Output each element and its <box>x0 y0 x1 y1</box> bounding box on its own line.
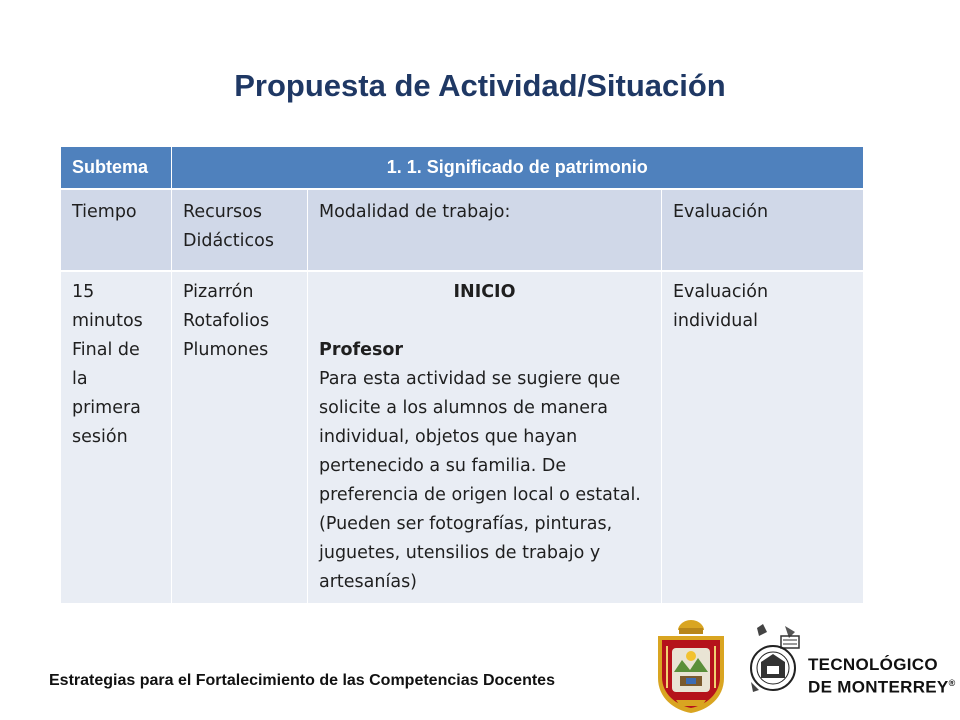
table-header-row <box>61 147 863 189</box>
footer-text: Estrategias para el Fortalecimiento de las Competencias Docentes <box>49 672 555 689</box>
activity-table <box>60 147 863 603</box>
slide-title: Propuesta de Actividad/Situación <box>234 68 726 103</box>
evaluation-cell: Evaluación individual <box>662 271 863 603</box>
modality-cell <box>308 271 662 603</box>
estado-de-mexico-shield-icon <box>652 618 730 714</box>
column-header-evaluacion: Evaluación <box>662 189 863 271</box>
resources-cell: Pizarrón Rotafolios Plumones <box>172 271 308 603</box>
column-header-row <box>61 189 863 271</box>
role-label: Profesor <box>319 340 404 360</box>
phase-label: INICIO <box>453 282 516 302</box>
column-header-tiempo: Tiempo <box>61 189 172 271</box>
activity-description: Para esta actividad se sugiere que solicite a los alumnos de manera individual, objetos que hayan pertenecido a su familia. De preferencia de origen local o estatal.(Pueden ser fotografías, pinturas, juguetes, utensilios de trabajo y artesanías) <box>319 369 641 592</box>
subtema-topic: 1. 1. Significado de patrimonio <box>172 147 863 189</box>
column-header-modalidad: Modalidad de trabajo: <box>308 189 662 271</box>
tec-logo-text: TECNOLÓGICO DE MONTERREY® <box>808 655 956 697</box>
column-header-recursos: Recursos Didácticos <box>172 189 308 271</box>
subtema-label: Subtema <box>61 147 172 189</box>
time-cell: 15 minutos Final de la primera sesión <box>61 271 172 603</box>
table-row <box>61 271 863 603</box>
tec-seal-icon <box>745 622 805 696</box>
